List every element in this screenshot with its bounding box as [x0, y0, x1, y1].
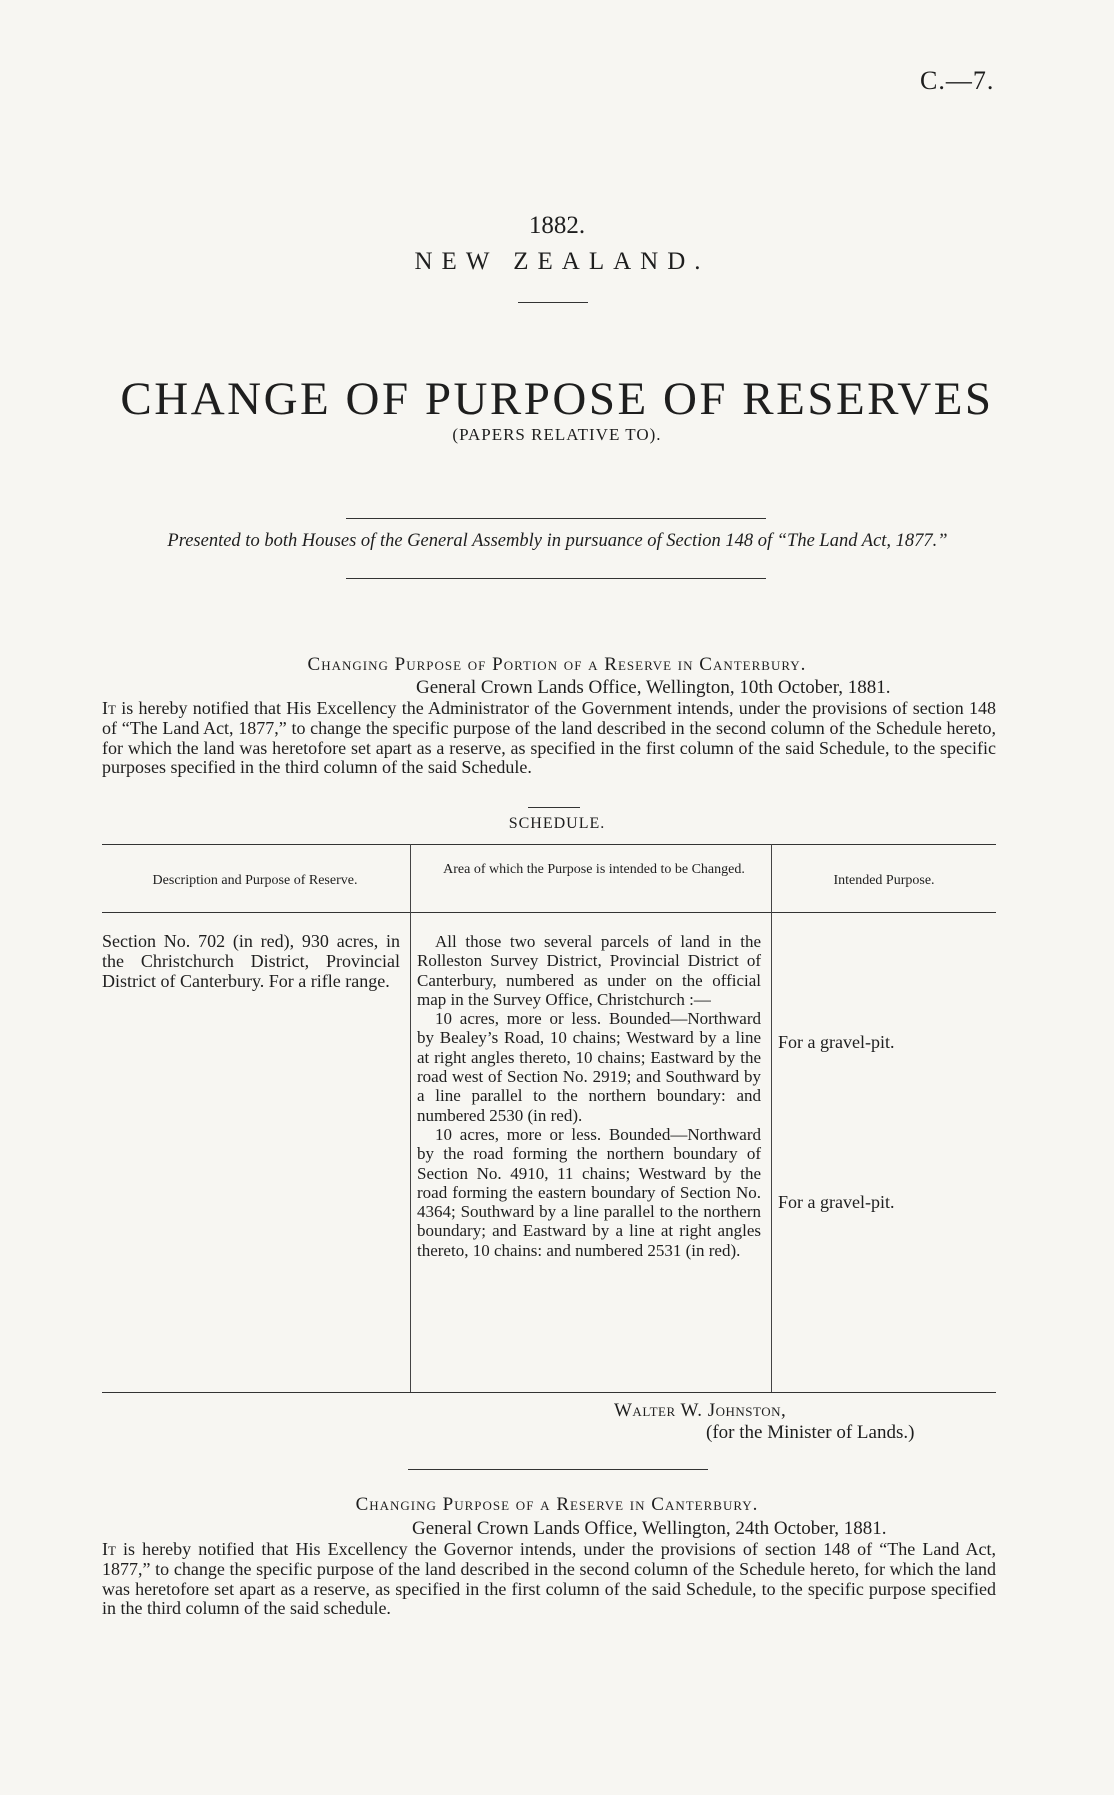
divider — [346, 518, 766, 519]
notice-body — [102, 1540, 996, 1619]
presented-note: Presented to both Houses of the General Assembly in pursuance of Section 148 of “The Land Act, 1877.” — [167, 531, 948, 551]
notice-body — [102, 699, 996, 778]
notice-heading: Changing Purpose of a Reserve in Canterbury. — [355, 1494, 759, 1515]
area-paragraph: 10 acres, more or less. Bounded—Northward by the road forming the northern boundary of Section No. 4910, 11 chains; Westward by the road forming the eastern boundary of Section No. 4364; Southward by a line parallel to the northern boundary; and Eastward by a line at right angles thereto, 10 chains: and numbered 2531 (in red). — [417, 1124, 761, 1260]
notice-heading: Changing Purpose of Portion of a Reserve in Canterbury. — [307, 654, 807, 675]
table-header-area: Area of which the Purpose is intended to be Changed. — [443, 862, 745, 877]
column-divider — [771, 844, 772, 1392]
intended-purpose: For a gravel-pit. — [778, 1032, 895, 1052]
year: 1882. — [528, 212, 586, 239]
area-description — [417, 932, 761, 1260]
divider — [528, 807, 580, 808]
column-divider — [410, 844, 411, 1392]
table-top-rule — [102, 844, 996, 845]
signature-name: Walter W. Johnston, — [614, 1400, 787, 1421]
notice-dateline: General Crown Lands Office, Wellington, 10th October, 1881. — [416, 677, 891, 698]
schedule-title: SCHEDULE. — [508, 815, 606, 832]
table-header-purpose: Intended Purpose. — [833, 873, 935, 888]
divider — [408, 1469, 708, 1470]
intended-purpose: For a gravel-pit. — [778, 1192, 895, 1212]
area-paragraph: 10 acres, more or less. Bounded—Northward by Bealey’s Road, 10 chains; Westward by a line at right angles thereto, 10 chains; Eastward by the road west of Section No. 2919; and Southward by a line parallel to the northern boundary: and numbered 2530 (in red). — [417, 1009, 761, 1125]
notice-text: is hereby notified that His Excellency the Governor intends, under the provisions of section 148 of “The Land Act, 1877,” to change the specific purpose of the land described in the second column of the Schedule hereto, for which the land was heretofore set apart as a reserve, as specified in the first column of the said Schedule, to the specific purpose specified in the third column of the said schedule. — [102, 1539, 996, 1619]
notice-lead: It — [102, 698, 116, 718]
table-header-rule — [102, 912, 996, 913]
document-subtitle: (PAPERS RELATIVE TO). — [452, 425, 662, 444]
table-bottom-rule — [102, 1392, 996, 1393]
page-reference: C.—7. — [920, 66, 995, 95]
divider — [518, 302, 588, 303]
signature-role: (for the Minister of Lands.) — [706, 1422, 915, 1443]
notice-text: is hereby notified that His Excellency the Administrator of the Government intends, under the provisions of section 148 of “The Land Act, 1877,” to change the specific purpose of the land described in the second column of the Schedule hereto, for which the land was heretofore set apart as a reserve, as specified in the first column of the said Schedule, to the specific purposes specified in the third column of the said Schedule. — [102, 698, 996, 778]
divider — [346, 578, 766, 579]
document-title: CHANGE OF PURPOSE OF RESERVES — [120, 373, 994, 425]
notice-lead: It — [102, 1539, 116, 1559]
notice-dateline: General Crown Lands Office, Wellington, 24th October, 1881. — [412, 1518, 887, 1539]
table-header-description: Description and Purpose of Reserve. — [152, 873, 358, 888]
reserve-description: Section No. 702 (in red), 930 acres, in the Christchurch District, Provincial District of Canterbury. For a rifle range. — [102, 931, 400, 991]
country: NEW ZEALAND. — [414, 248, 710, 275]
area-paragraph: All those two several parcels of land in the Rolleston Survey District, Provincial District of Canterbury, numbered as under on the official map in the Survey Office, Christchurch :— — [417, 932, 761, 1009]
